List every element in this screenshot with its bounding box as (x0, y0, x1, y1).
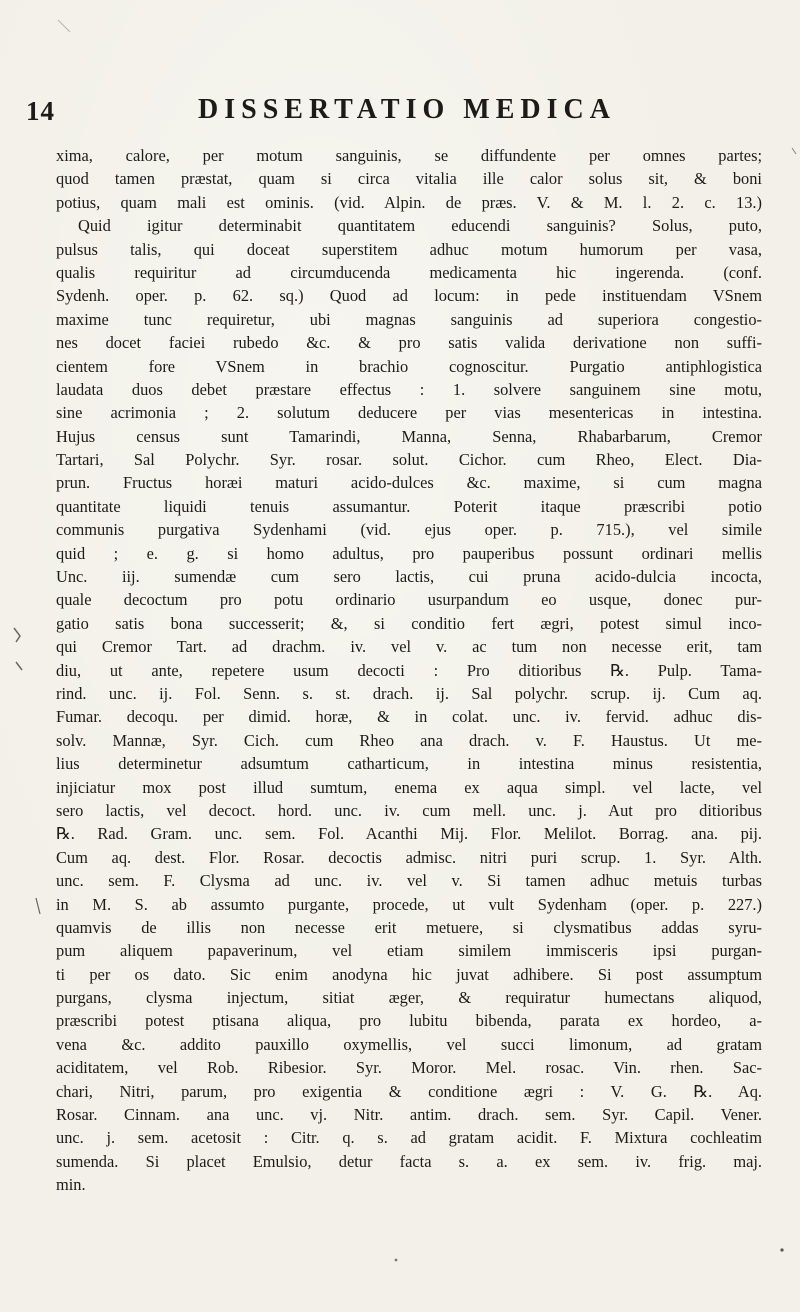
text-line: lius determinetur adsumtum catharticum, in intestina minus resistentia, (56, 754, 762, 774)
text-line: Unc. iij. sumendæ cum sero lactis, cui pruna acido-dulcia incocta, (56, 567, 762, 587)
text-line: laudata duos debet præstare effectus : 1. solvere sanguinem sine motu, (56, 379, 762, 399)
text-line: aciditatem, vel Rob. Ribesior. Syr. Moror. Mel. rosac. Vin. rhen. Sac- (56, 1058, 762, 1078)
text-line: maxime tunc requiretur, ubi magnas sanguinis ad superiora congestio- (56, 309, 762, 329)
text-line: diu, ut ante, repetere usum decocti : Pro ditioribus ℞. Pulp. Tama- (56, 660, 762, 680)
text-line: prun. Fructus horæi maturi acido-dulces &c. maxime, si cum magna (56, 473, 762, 493)
text-line: pum aliquem papaverinum, vel etiam similem immisceris ipsi purgan- (56, 941, 762, 961)
text-line: solv. Mannæ, Syr. Cich. cum Rheo ana drach. v. F. Haustus. Ut me- (56, 730, 762, 750)
text-line (56, 1197, 762, 1220)
text-line: rind. unc. ij. Fol. Senn. s. st. drach. ij. Sal polychr. scrup. ij. Cum aq. (56, 683, 762, 703)
text-line: Hujus census sunt Tamarindi, Manna, Senna, Rhabarbarum, Cremor (56, 426, 762, 446)
text-line: quantitate liquidi tenuis assumantur. Poterit itaque præscribi potio (56, 496, 762, 516)
ink-speck (780, 1248, 783, 1251)
text-line: sine acrimonia ; 2. solutum deducere per vias mesentericas in intestina. (56, 403, 762, 423)
text-line: ti per os dato. Sic enim anodyna hic juvat adhibere. Si post assumptum (56, 964, 762, 984)
text-line: potius, quam mali est ominis. (vid. Alpin. de præs. V. & M. l. 2. c. 13.) (56, 192, 762, 212)
text-line: Sydenh. oper. p. 62. sq.) Quod ad locum: in pede instituendam VSnem (56, 286, 762, 306)
text-line: unc. sem. F. Clysma ad unc. iv. vel v. Si tamen adhuc metuis turbas (56, 871, 762, 891)
text-line: quid ; e. g. si homo adultus, pro pauperibus possunt ordinari mellis (56, 543, 762, 563)
text-line: injiciatur mox post illud sumtum, enema ex aqua simpl. vel lacte, vel (56, 777, 762, 797)
text-line: sumenda. Si placet Emulsio, detur facta s. a. ex sem. iv. frig. maj. (56, 1151, 762, 1171)
text-line: cientem fore VSnem in brachio cognoscitur. Purgatio antiphlogistica (56, 356, 762, 376)
text-line: Cum aq. dest. Flor. Rosar. decoctis admisc. nitri puri scrup. 1. Syr. Alth. (56, 847, 762, 867)
margin-pencil-mark (792, 148, 796, 154)
text-line: Quid igitur determinabit quantitatem educendi sanguinis? Solus, puto, (78, 216, 762, 236)
text-line: in M. S. ab assumto purgante, procede, ut vult Sydenham (oper. p. 227.) (56, 894, 762, 914)
margin-pencil-mark (14, 628, 20, 642)
text-line: qualis requiritur ad circumducenda medicamenta hic ingerenda. (conf. (56, 262, 762, 282)
text-line: quod tamen præstat, quam si circa vitalia ille calor solus sit, & boni (56, 169, 762, 189)
text-line: qui Cremor Tart. ad drachm. iv. vel v. ac tum non necesse erit, tam (56, 637, 762, 657)
body-text (56, 144, 762, 1220)
text-line: ℞. Rad. Gram. unc. sem. Fol. Acanthi Mij. Flor. Melilot. Borrag. ana. pij. (56, 824, 762, 844)
text-line: chari, Nitri, parum, pro exigentia & conditione ægri : V. G. ℞. Aq. (56, 1081, 762, 1101)
text-line: purgans, clysma injectum, sitiat æger, & requiratur humectans aliquod, (56, 988, 762, 1008)
text-line: quamvis de illis non necesse erit metuere, si clysmatibus addas syru- (56, 917, 762, 937)
text-line: quale decoctum pro potu ordinario usurpandum eo usque, donec pur- (56, 590, 762, 610)
margin-pencil-mark (36, 898, 40, 914)
text-line: præscribi potest ptisana aliqua, pro lubitu bibenda, parata ex hordeo, a- (56, 1011, 762, 1031)
margin-pencil-mark (16, 662, 22, 670)
text-line: Tartari, Sal Polychr. Syr. rosar. solut. Cichor. cum Rheo, Elect. Dia- (56, 450, 762, 470)
page-number: 14 (26, 96, 55, 126)
text-line: nes docet faciei rubedo &c. & pro satis valida derivatione non suffi- (56, 333, 762, 353)
text-line: communis purgativa Sydenhami (vid. ejus oper. p. 715.), vel simile (56, 520, 762, 540)
text-line: vena &c. addito pauxillo oxymellis, vel succi limonum, ad gratam (56, 1034, 762, 1054)
text-line: pulsus talis, qui doceat superstitem adhuc motum humorum per vasa, (56, 239, 762, 259)
page-header (14, 88, 784, 128)
text-line: Fumar. decoqu. per dimid. horæ, & in colat. unc. iv. fervid. adhuc dis- (56, 707, 762, 727)
text-line: min. (56, 1175, 86, 1195)
ink-speck (395, 1259, 398, 1262)
margin-pencil-mark (58, 20, 70, 32)
text-line: sero lactis, vel decoct. hord. unc. iv. cum mell. unc. j. Aut pro ditioribus (56, 800, 762, 820)
text-line: unc. j. sem. acetosit : Citr. q. s. ad gratam acidit. F. Mixtura cochleatim (56, 1128, 762, 1148)
running-title: DISSERTATIO MEDICA (198, 94, 616, 125)
text-line: xima, calore, per motum sanguinis, se diffundente per omnes partes; (56, 146, 762, 165)
text-line: gatio satis bona successerit; &, si conditio fert ægri, potest simul inco- (56, 613, 762, 633)
text-line: Rosar. Cinnam. ana unc. vj. Nitr. antim. drach. sem. Syr. Capil. Vener. (56, 1105, 762, 1125)
